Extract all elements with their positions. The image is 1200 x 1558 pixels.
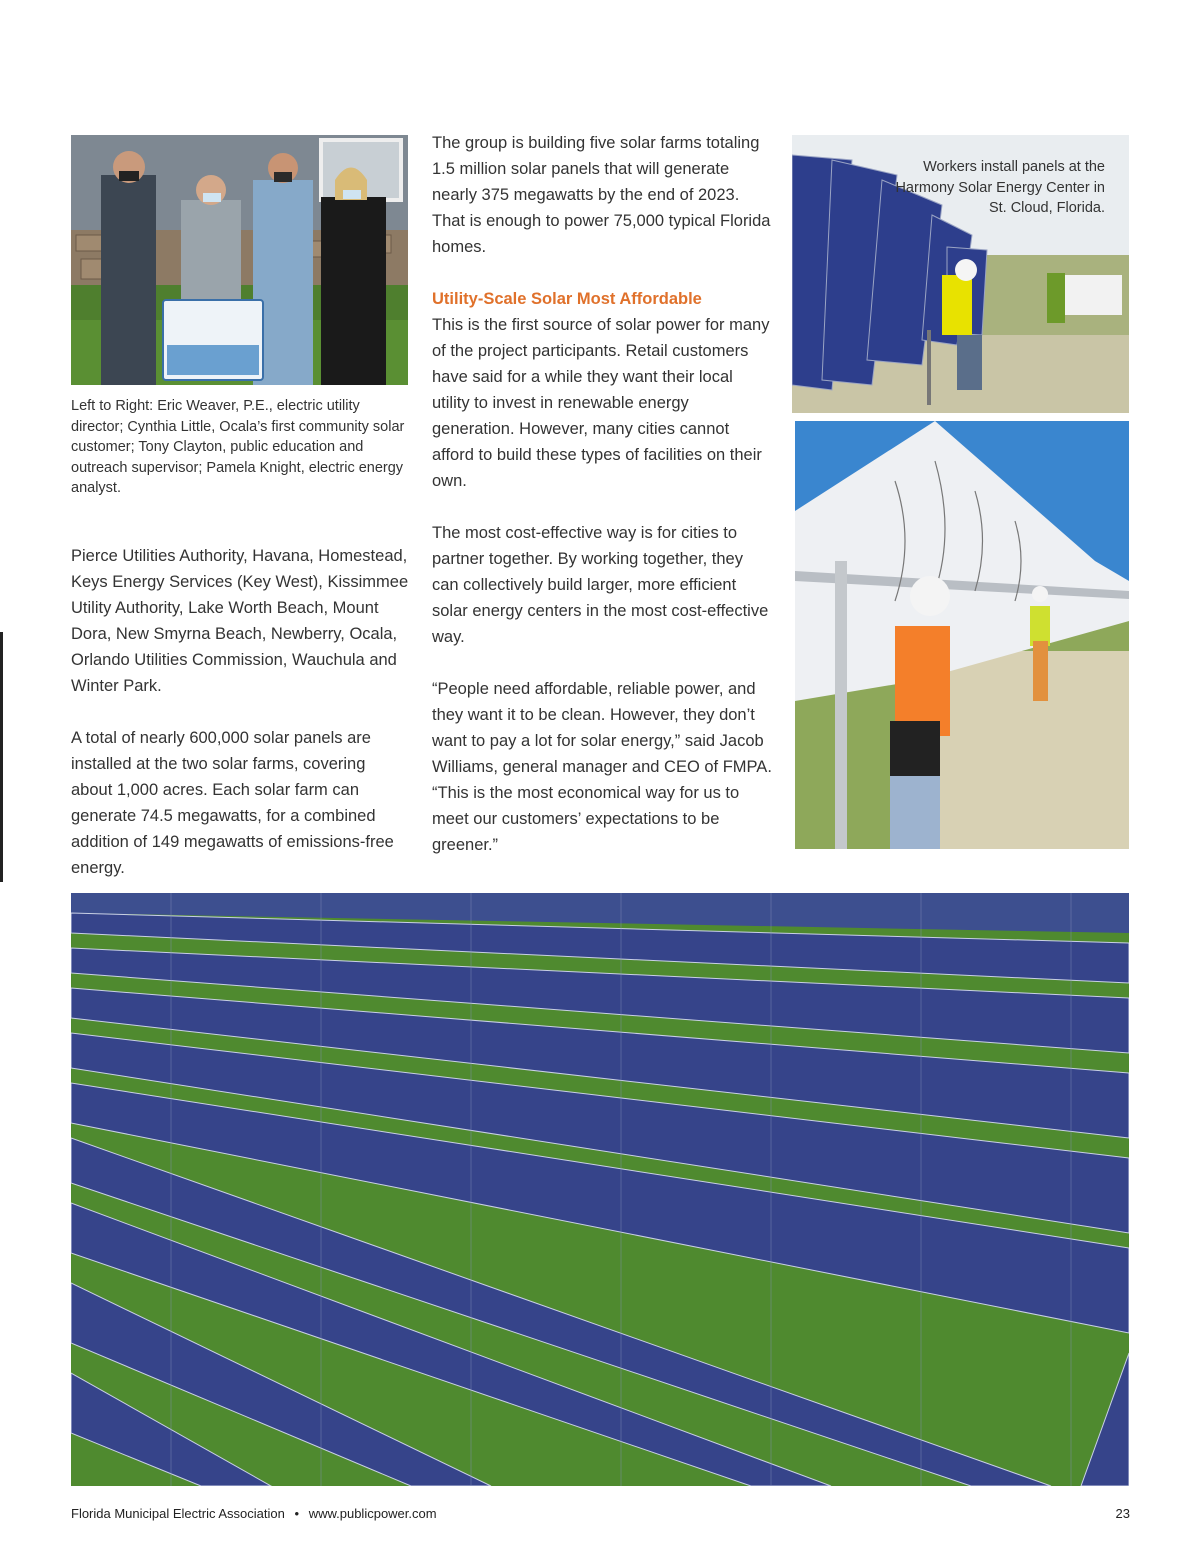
left-column bbox=[71, 543, 409, 881]
workers-install-photo bbox=[792, 135, 1129, 413]
footer-org: Florida Municipal Electric Association bbox=[71, 1506, 285, 1521]
middle-paragraph-3: The most cost-effective way is for cities to partner together. By working together, they can collectively build larger, more efficient solar energy centers in the most cost-effective way. bbox=[432, 524, 769, 646]
solar-field-photo bbox=[71, 893, 1129, 1486]
margin-bar bbox=[0, 632, 3, 882]
worker-closeup-photo bbox=[795, 421, 1129, 849]
middle-paragraph-1: The group is building five solar farms totaling 1.5 million solar panels that will generate nearly 375 megawatts by the end of 2023. That is enough to power 75,000 typical Florida homes. bbox=[432, 134, 771, 256]
page-number: 23 bbox=[1115, 1506, 1130, 1521]
left-paragraph-2: A total of nearly 600,000 solar panels are installed at the two solar farms, covering about 1,000 acres. Each solar farm can generate 74.5 megawatts, for a combined addition of 149 megawatts of emissions-free energy. bbox=[71, 729, 394, 877]
left-paragraph-1: Pierce Utilities Authority, Havana, Homestead, Keys Energy Services (Key West), Kissimmee Utility Authority, Lake Worth Beach, Mount Dora, New Smyrna Beach, Newberry, Ocala, Orlando Utilities Commission, Wauchula and Winter Park. bbox=[71, 547, 409, 695]
footer-bullet: • bbox=[294, 1506, 300, 1521]
footer bbox=[71, 1506, 437, 1521]
middle-paragraph-4: “People need affordable, reliable power, and they want it to be clean. However, they don’t want to pay a lot for solar energy,” said Jacob Williams, general manager and CEO of FMPA. “This is the most economical way for us to meet our customers’ expectations to be greener.” bbox=[432, 680, 772, 854]
middle-paragraph-2: This is the first source of solar power for many of the project participants. Retail customers have said for a while they want their local utility to invest in renewable energy generation. However, many cities cannot afford to build these types of facilities on their own. bbox=[432, 316, 770, 490]
group-photo bbox=[71, 135, 408, 385]
section-subhead: Utility-Scale Solar Most Affordable bbox=[432, 290, 702, 308]
middle-column bbox=[432, 130, 772, 858]
photo-caption-right: Workers install panels at the Harmony Solar Energy Center in St. Cloud, Florida. bbox=[895, 159, 1105, 216]
photo-caption-left: Left to Right: Eric Weaver, P.E., electric utility director; Cynthia Little, Ocala’s first community solar customer; Tony Clayton, public education and outreach supervisor; Pamela Knight, electric energy analyst. bbox=[71, 398, 405, 496]
footer-url-link[interactable]: www.publicpower.com bbox=[308, 1506, 437, 1521]
